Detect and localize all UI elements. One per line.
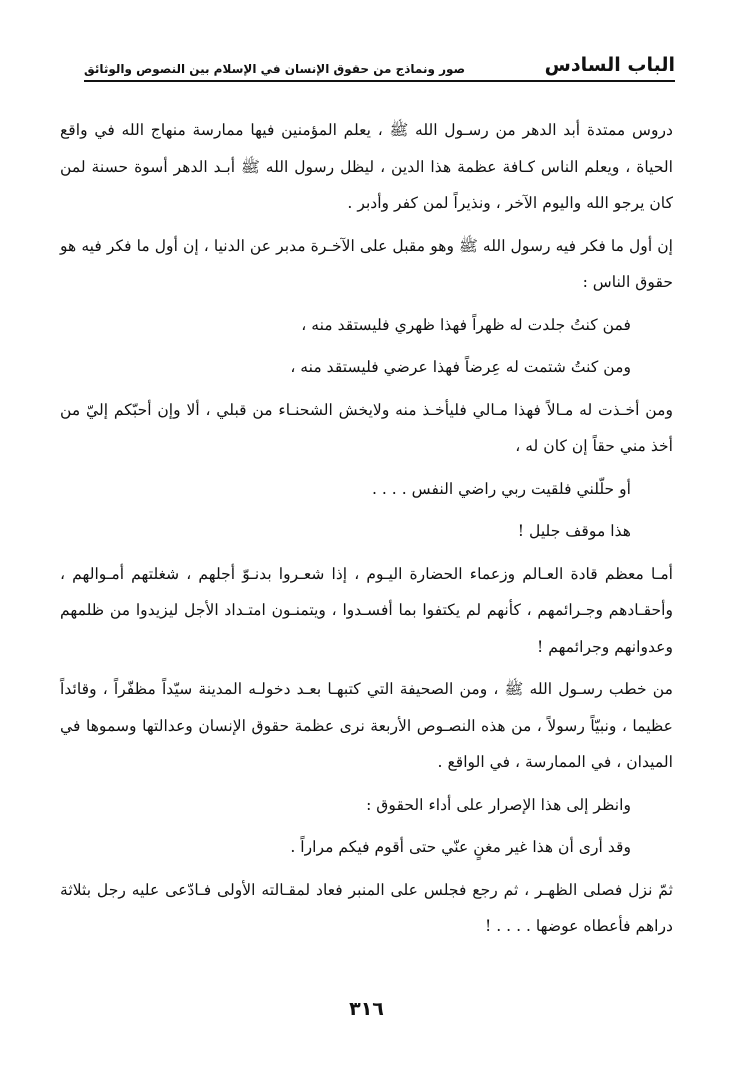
paragraph: أمـا معظم قادة العـالم وزعماء الحضارة اليـوم ، إذا شعـروا بدنـوّ أجلهم ، شغلتهم أمـوالهم ، وأحقـادهم وجـرائمهم ، كأنهم لم يكتفوا بما أفسـدوا ، ويتمنـون امتـداد الأجل ليزيدوا من ظلمهم وعدوانهم وجرائمهم !: [60, 564, 673, 656]
paragraph: من خطب رسـول الله ﷺ ، ومن الصحيفة التي كتبهـا بعـد دخولـه المدينة سيّداً مظفّراً ، وقائداً عظيما ، ونبيّاً رسولاً ، من هذه النصـوص الأربعة نرى عظمة حقوق الإنسان وعدالتها وسموها في الميدان ، في الممارسة ، في الواقع .: [60, 680, 673, 771]
paragraph: دروس ممتدة أبد الدهر من رسـول الله ﷺ ، يعلم المؤمنين فيها ممارسة منهاج الله في واقع الحياة ، ويعلم الناس كـافة عظمة هذا الدين ، ليظل رسول الله ﷺ أبـد الدهر أسوة حسنة لمن كان يرجو الله واليوم الآخر ، ونذيراً لمن كفر وأدبر .: [60, 121, 673, 212]
quote-line: وانظر إلى هذا الإصرار على أداء الحقوق :: [366, 795, 631, 814]
running-header: [84, 46, 675, 82]
paragraph: ثمّ نزل فصلى الظهـر ، ثم رجع فجلس على المنبر فعاد لمقـالته الأولى فـادّعى عليه رجل بثلاثة دراهم فأعطاه عوضها . . . . !: [60, 880, 673, 935]
quote-line: فمن كنتُ جلدت له ظهراً فهذا ظهري فليستقد منه ،: [301, 315, 631, 334]
body-text: [60, 112, 673, 951]
page-number: ٣١٦: [349, 998, 384, 1020]
book-title: صور ونماذج من حقوق الإنسان في الإسلام بين النصوص والوثائق: [84, 62, 466, 76]
chapter-title: الباب السادس: [544, 54, 675, 76]
quote-line: أو حلّلني فلقيت ربي راضي النفس . . . .: [371, 479, 631, 498]
quote-line: ومن كنتُ شتمت له عِرضاً فهذا عرضي فليستقد منه ،: [290, 358, 631, 376]
paragraph: إن أول ما فكر فيه رسول الله ﷺ وهو مقبل على الآخـرة مدبر عن الدنيا ، إن أول ما فكر فيه هو حقوق الناس :: [60, 236, 673, 291]
quote-line: هذا موقف جليل !: [517, 522, 631, 540]
paragraph: ومن أخـذت له مـالاً فهذا مـالي فليأخـذ منه ولايخش الشحنـاء من قبلي ، ألا وإن أحبّكم إليّ من أخذ مني حقاً إن كان له ،: [60, 400, 673, 455]
quote-line: وقد أرى أن هذا غير مغنٍ عنّي حتى أقوم فيكم مراراً .: [290, 838, 631, 856]
